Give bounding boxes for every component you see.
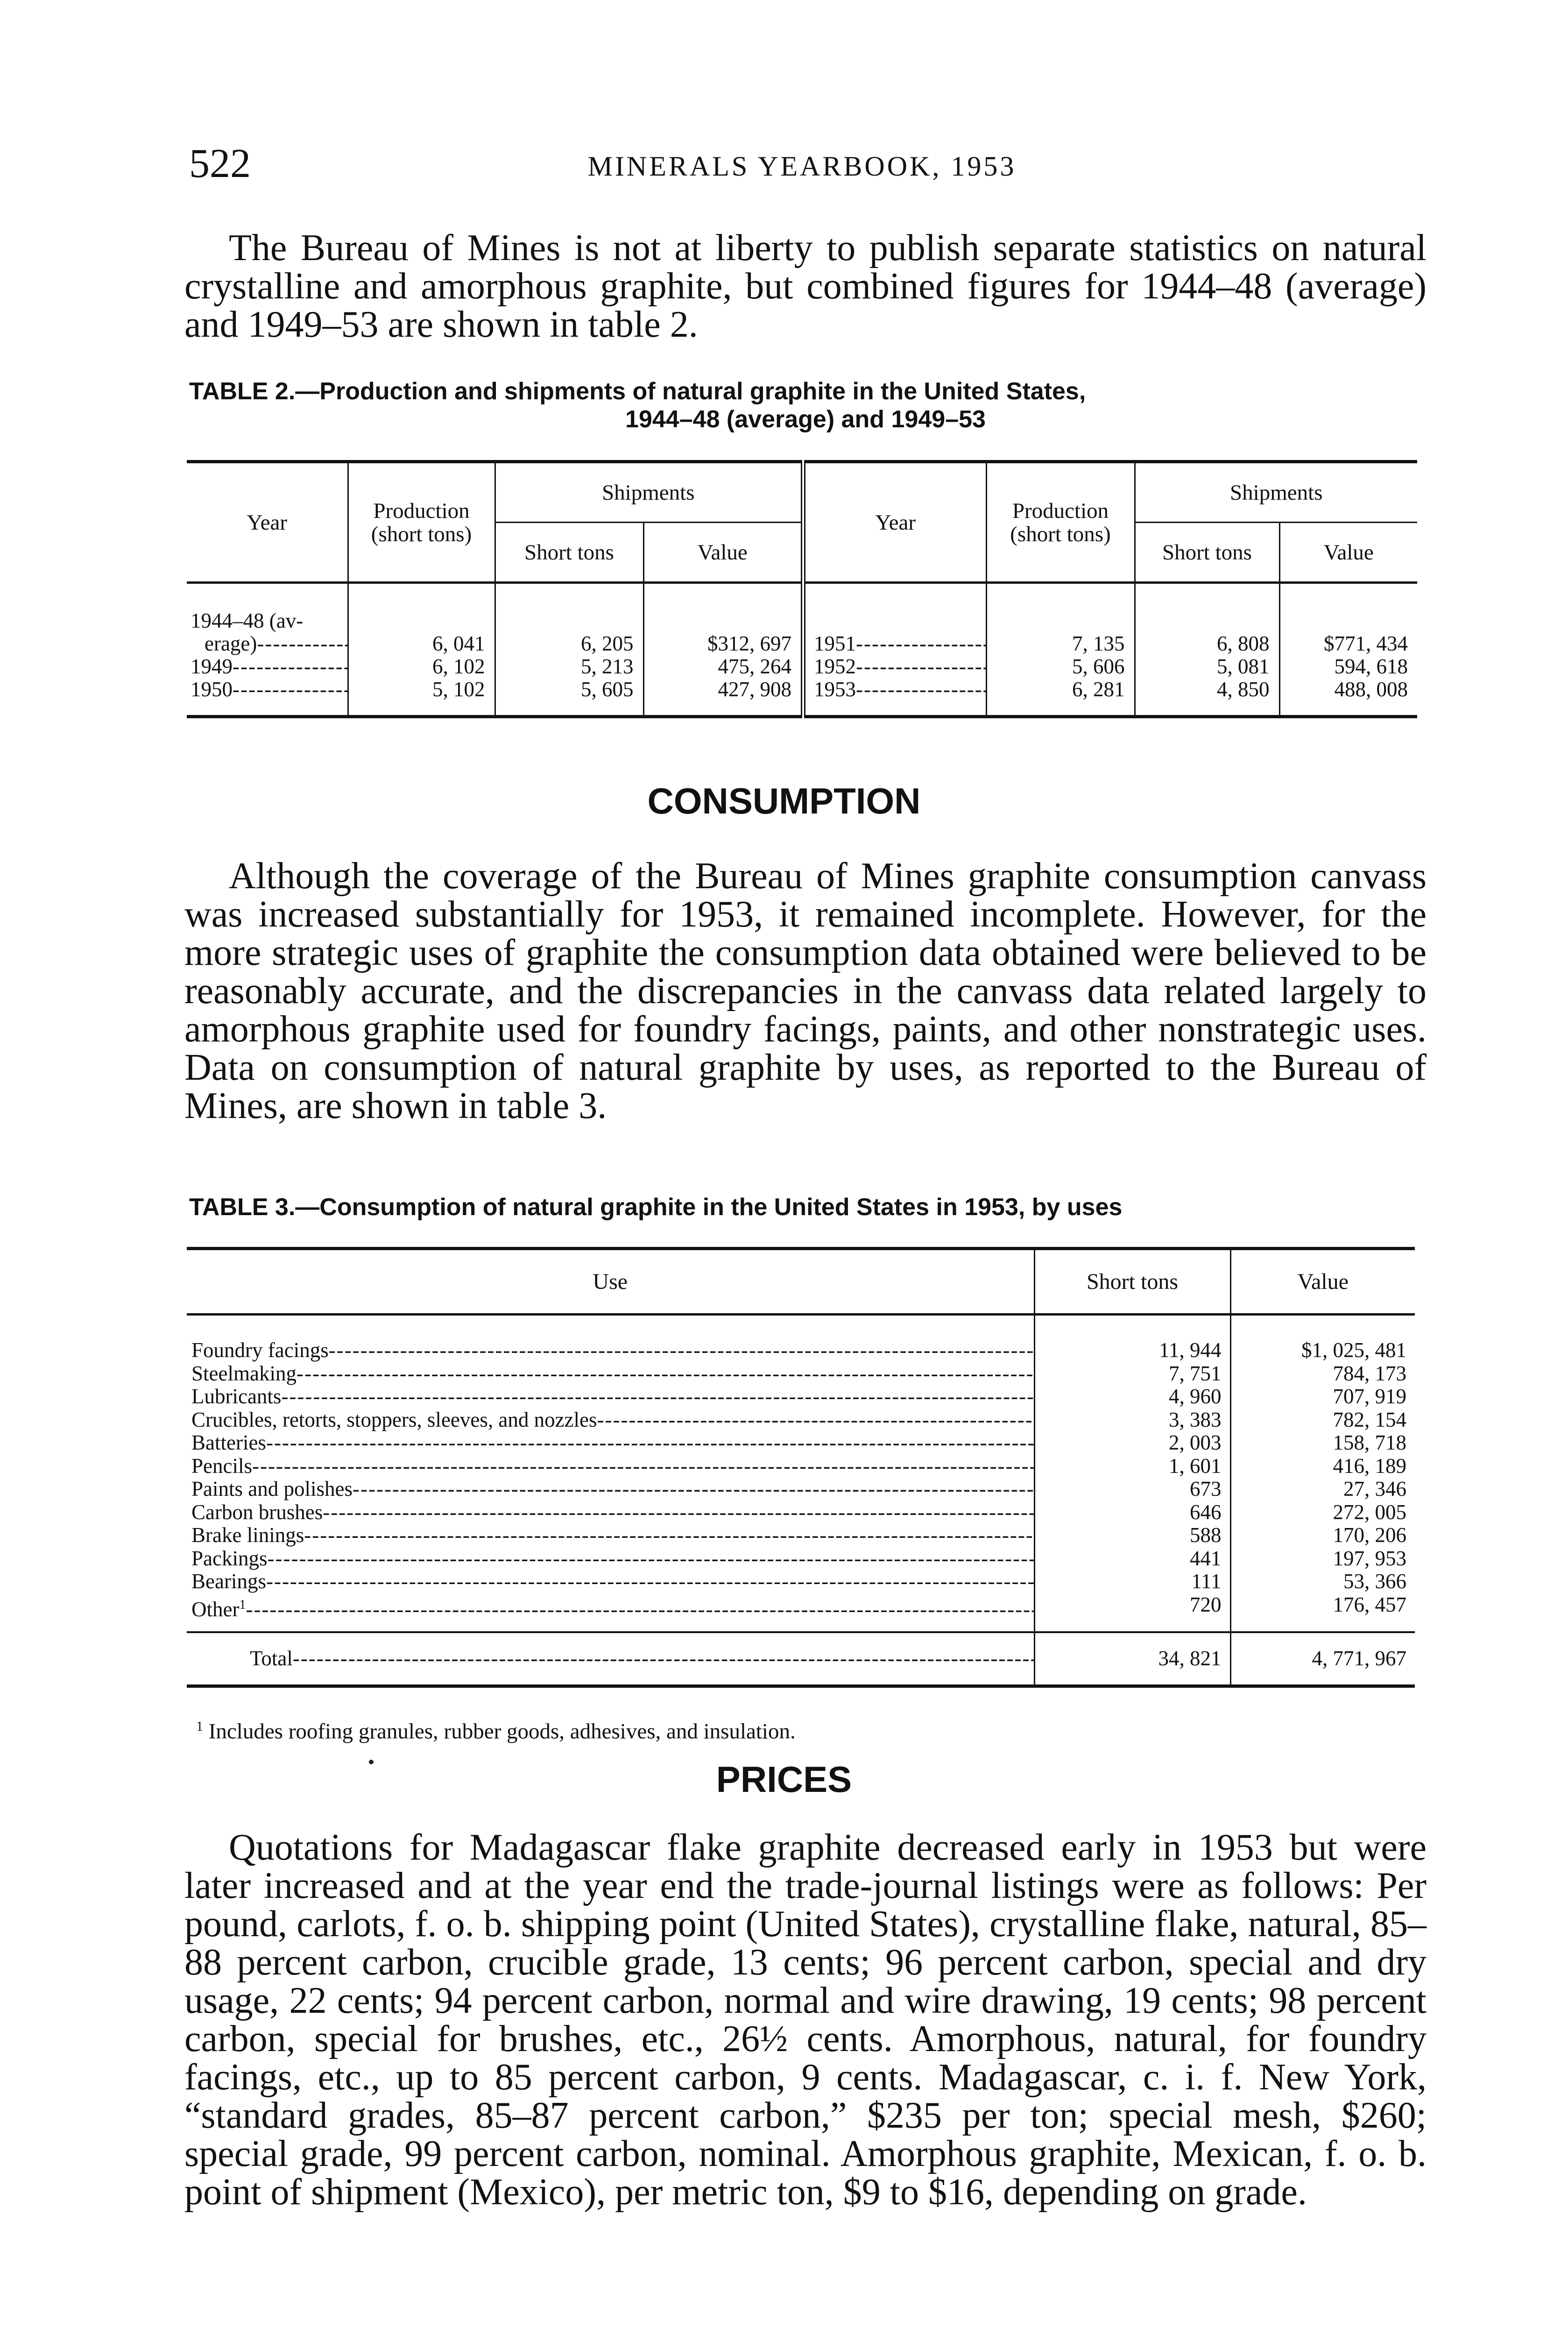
table2-header-value-left: Value <box>643 523 803 583</box>
table3-footnote <box>196 1719 796 1744</box>
table3-cell: 3, 383 <box>1169 1408 1222 1431</box>
table2-year-cell: 1944–48 (av- <box>191 609 304 632</box>
table3-cell: 158, 718 <box>1333 1431 1406 1454</box>
table2-value-right <box>1279 583 1417 717</box>
table2-caption-line1: TABLE 2.—Production and shipments of natural graphite in the United States, <box>189 378 1086 405</box>
table3-cell: 197, 953 <box>1333 1547 1406 1570</box>
consumption-by-uses-table <box>187 1247 1415 1688</box>
table3-header-value: Value <box>1230 1249 1415 1315</box>
table3-cell: 720 <box>1190 1593 1222 1616</box>
footnote-text: Includes roofing granules, rubber goods, adhesives, and insulation. <box>208 1719 796 1744</box>
table2-cell: 5, 606 <box>1072 655 1125 678</box>
use-label: Paints and polishes ----- <box>187 1478 1034 1501</box>
table2-cell: 5, 605 <box>581 678 634 701</box>
table3-cell: 588 <box>1190 1524 1222 1547</box>
table3-total-value: 4, 771, 967 <box>1230 1632 1415 1686</box>
consumption-paragraph: Although the coverage of the Bureau of Mines graphite consumption canvass was increased substantially for 1953, it remained incomplete. However, for the more strategic uses of graphite the consumption data obtained were believed to be reasonably accurate, and the discrepancies in the canvass data related largely to amorphous graphite used for foundry facings, paints, and other nonstrategic uses. Data on consumption of natural graphite by uses, as reported to the Bureau of Mines, are shown in table 3. <box>184 856 1427 1126</box>
table2-header-year-left: Year <box>187 462 348 583</box>
use-label: Batteries ----- <box>187 1431 1034 1455</box>
table3-cell: 4, 960 <box>1169 1385 1222 1408</box>
table2-cell: 6, 808 <box>1217 632 1270 655</box>
use-label: Steelmaking ----- <box>187 1362 1034 1386</box>
table2-cell: 4, 850 <box>1217 678 1270 701</box>
production-shipments-table <box>187 460 1417 718</box>
intro-paragraph: The Bureau of Mines is not at liberty to publish separate statistics on natural crystalline and amorphous graphite, but combined figures for 1944–48 (average) and 1949–53 are shown in table 2. <box>184 227 1427 345</box>
table2-header-shipments-left: Shipments <box>495 462 803 523</box>
table3-cell: 784, 173 <box>1333 1362 1406 1385</box>
table3-cell: $1, 025, 481 <box>1301 1339 1406 1362</box>
table3-cell: 176, 457 <box>1333 1593 1406 1616</box>
footnote-mark: 1 <box>196 1719 203 1734</box>
table2-cell: 5, 081 <box>1217 655 1270 678</box>
table3-cell: 673 <box>1190 1478 1222 1500</box>
table3-cell: 53, 366 <box>1343 1570 1406 1593</box>
table2-value-left <box>643 583 803 717</box>
table3-cell: 416, 189 <box>1333 1454 1406 1478</box>
table3-cell: 7, 751 <box>1169 1362 1222 1385</box>
table2-short-tons-left <box>495 583 643 717</box>
table2-header-production-right: Production (short tons) <box>986 462 1135 583</box>
footnote-reference: 1 <box>239 1597 246 1612</box>
table3-total-short-tons: 34, 821 <box>1034 1632 1230 1686</box>
table3-caption: TABLE 3.—Consumption of natural graphite in the United States in 1953, by uses <box>189 1194 1123 1221</box>
table3-uses-column <box>187 1315 1034 1633</box>
table2-cell: 7, 135 <box>1072 632 1125 655</box>
table2-header-production-left: Production (short tons) <box>348 462 495 583</box>
table3-cell: 1, 601 <box>1169 1454 1222 1478</box>
table3-cell: 441 <box>1190 1547 1222 1570</box>
table2-short-tons-right <box>1135 583 1279 717</box>
table3-total-row <box>187 1632 1415 1686</box>
table3-cell: 646 <box>1190 1500 1222 1524</box>
table2-caption-line2: 1944–48 (average) and 1949–53 <box>625 406 986 433</box>
use-label: Lubricants ----- <box>187 1385 1034 1408</box>
table3-cell: 782, 154 <box>1333 1408 1406 1431</box>
running-title: MINERALS YEARBOOK, 1953 <box>587 151 1017 182</box>
use-label: Crucibles, retorts, stoppers, sleeves, and nozzles ----- <box>187 1408 1034 1432</box>
table3-value-column <box>1230 1315 1415 1633</box>
table2-year-cell: 1953 ----- <box>809 678 986 701</box>
table2-year-cell: 1949 ----- <box>191 655 347 678</box>
table2-years-left <box>187 583 348 717</box>
use-label: Foundry facings ----- <box>187 1339 1034 1362</box>
use-label: Carbon brushes ----- <box>187 1501 1034 1524</box>
prices-paragraph: Quotations for Madagascar flake graphite decreased early in 1953 but were later increased and at the year end the trade-journal listings were as follows: Per pound, carlots, f. o. b. shipping point (United States), crystalline flake, natural, 85–88 percent carbon, crucible grade, 13 cents; 96 percent carbon, special and dry usage, 22 cents; 94 percent carbon, normal and wire drawing, 19 cents; 98 percent carbon, special for brushes, etc., 26½ cents. Amorphous, natural, for foundry facings, etc., up to 85 percent carbon, 9 cents. Madagascar, c. i. f. New York, “standard grades, 85–87 percent carbon,” $235 per ton; special mesh, $260; special grade, 99 percent carbon, nominal. Amorphous graphite, Mexican, f. o. b. point of shipment (Mexico), per metric ton, $9 to $16, depending on grade. <box>184 1827 1427 2213</box>
use-label: Pencils ----- <box>187 1455 1034 1478</box>
consumption-heading: CONSUMPTION <box>647 780 921 821</box>
table2-cell: 5, 213 <box>581 655 634 678</box>
table2-cell: 6, 041 <box>432 632 485 655</box>
table3-short-tons-column <box>1034 1315 1230 1633</box>
table3-cell: 707, 919 <box>1333 1385 1406 1408</box>
table2-caption <box>189 377 1422 433</box>
table2-header-year-right: Year <box>803 462 986 583</box>
table2-years-right <box>803 583 986 717</box>
table3-cell: 272, 005 <box>1333 1500 1406 1524</box>
table3-total-label: Total ----- <box>187 1632 1034 1686</box>
table3-cell: 27, 346 <box>1343 1478 1406 1500</box>
page-header <box>189 140 1415 191</box>
table2-production-left <box>348 583 495 717</box>
table2-header-shipments-right: Shipments <box>1135 462 1417 523</box>
use-label: Packings ----- <box>187 1547 1034 1571</box>
prices-heading: PRICES <box>716 1759 852 1800</box>
table2-cell: 427, 908 <box>718 678 791 701</box>
table2-header-short-tons-left: Short tons <box>495 523 643 583</box>
table3-cell: 170, 206 <box>1333 1524 1406 1547</box>
table2-year-cell: 1950 ----- <box>191 678 347 701</box>
table2-cell: 6, 281 <box>1072 678 1125 701</box>
table2-production-right <box>986 583 1135 717</box>
table2-header-value-right: Value <box>1279 523 1417 583</box>
table2-header-short-tons-right: Short tons <box>1135 523 1279 583</box>
table2-year-cell: 1952 ----- <box>809 655 986 678</box>
table2-cell: 488, 008 <box>1334 678 1408 701</box>
table3-cell: 111 <box>1191 1570 1222 1593</box>
table2-cell: 6, 102 <box>432 655 485 678</box>
table2-cell: $312, 697 <box>707 632 791 655</box>
table3-header-short-tons: Short tons <box>1034 1249 1230 1315</box>
table2-cell: 6, 205 <box>581 632 634 655</box>
table2-cell: 594, 618 <box>1334 655 1408 678</box>
use-label: Bearings ----- <box>187 1570 1034 1593</box>
use-label: Brake linings ----- <box>187 1524 1034 1547</box>
table3-header-use: Use <box>187 1249 1034 1315</box>
use-label: Other$^1$ ----- <box>187 1593 1034 1621</box>
table3-cell: 11, 944 <box>1159 1339 1222 1362</box>
table2-cell: 5, 102 <box>432 678 485 701</box>
page-number: 522 <box>189 141 251 186</box>
table2-year-cell: 1951 ----- <box>809 632 986 655</box>
table3-cell: 2, 003 <box>1169 1431 1222 1454</box>
table2-cell: 475, 264 <box>718 655 791 678</box>
table2-year-cell: erage) ----- <box>191 632 347 655</box>
table2-cell: $771, 434 <box>1324 632 1408 655</box>
